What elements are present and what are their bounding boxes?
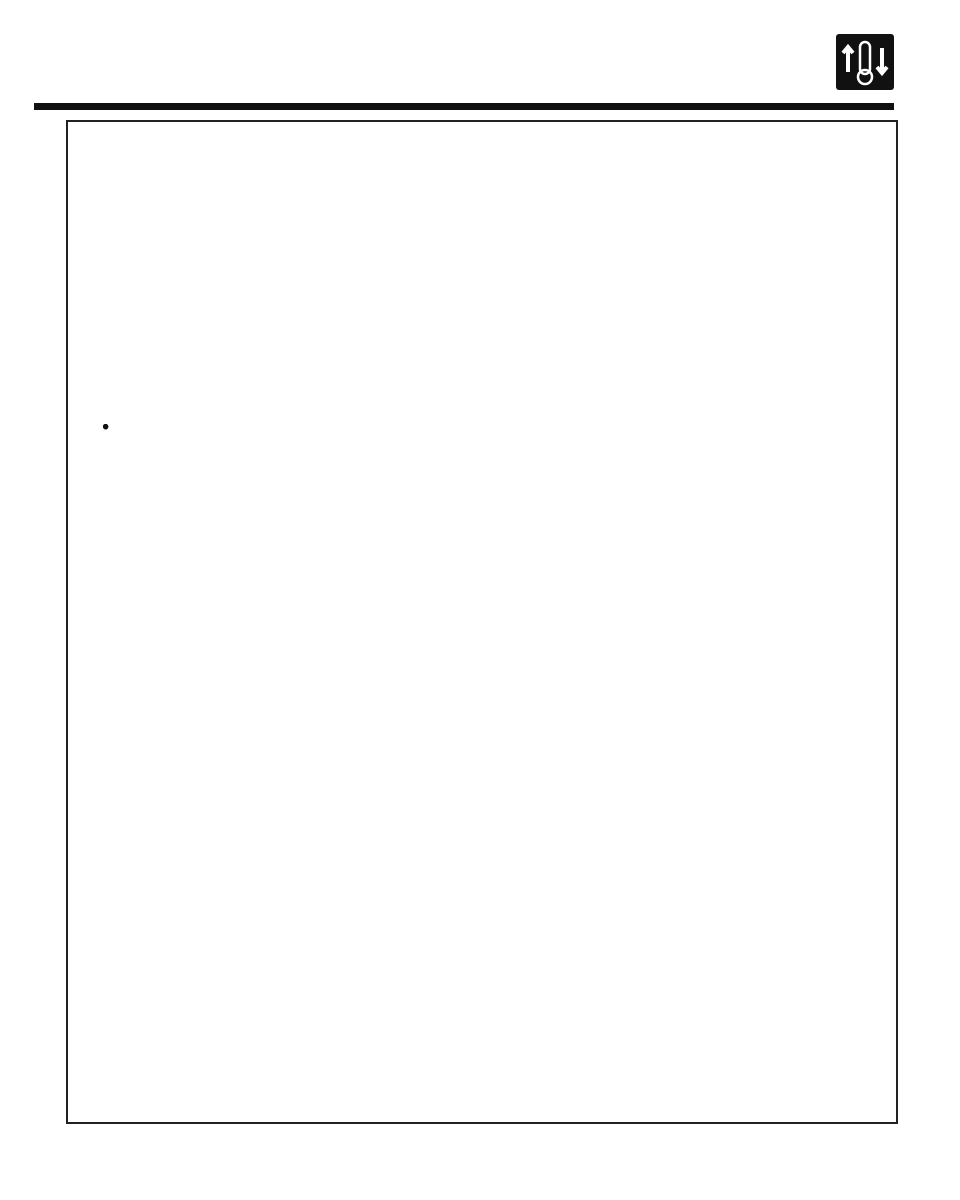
title-rule (34, 103, 894, 110)
content-frame (66, 120, 898, 1124)
thermometer-icon (836, 34, 894, 90)
